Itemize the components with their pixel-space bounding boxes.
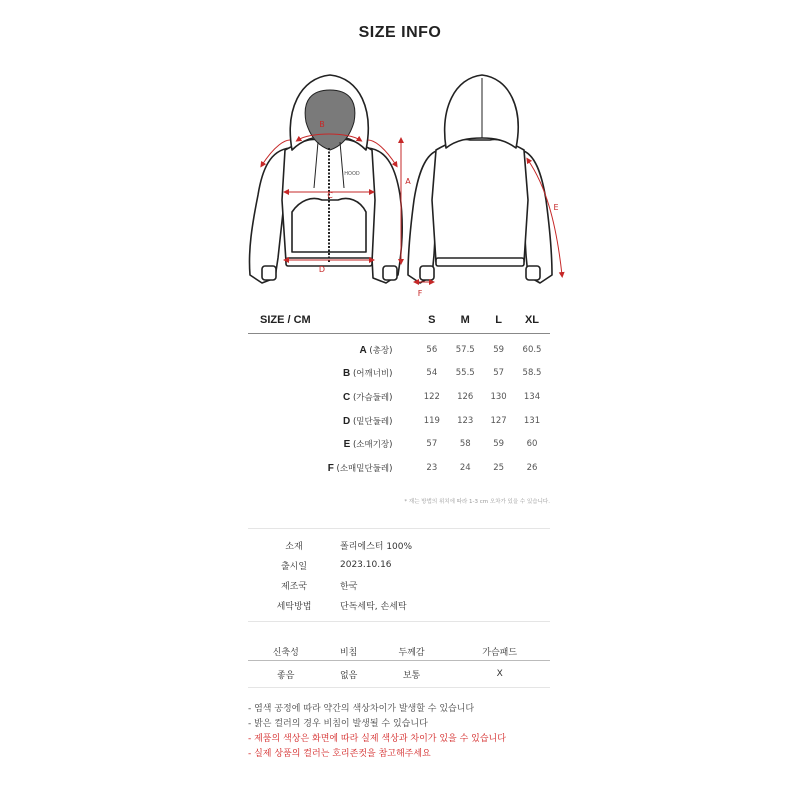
cell: 126 <box>457 391 474 402</box>
cell: 25 <box>493 462 505 473</box>
cell: 58.5 <box>522 368 542 379</box>
spec-key: 소재 <box>285 541 303 552</box>
note-item: - 밝은 컬러의 경우 비침이 발생될 수 있습니다 <box>248 719 428 729</box>
cell: 58 <box>459 439 471 450</box>
header-s: S <box>416 307 447 334</box>
cell: 130 <box>490 391 507 402</box>
feel-value-stretch: 좋음 <box>248 661 324 688</box>
cell: 56 <box>426 344 438 355</box>
feel-header-stretch: 신축성 <box>272 647 299 658</box>
page-title: SIZE INFO <box>358 24 442 41</box>
size-table-header <box>248 307 550 334</box>
spec-row-washing <box>248 595 550 615</box>
row-label: B (어깨너비) <box>343 368 393 380</box>
feel-header-thickness: 두께감 <box>398 647 425 658</box>
cell: 59 <box>493 439 505 450</box>
note-item-warning: - 제품의 색상은 화면에 따라 실제 색상과 차이가 있을 수 있습니다 <box>248 734 506 744</box>
table-row <box>248 409 550 433</box>
cell: 24 <box>459 462 471 473</box>
row-label: A (총장) <box>359 344 393 356</box>
label-a: A <box>405 177 411 186</box>
header-m: M <box>447 307 483 334</box>
header-xl: XL <box>514 307 550 334</box>
feel-value-sheerness: 없음 <box>324 661 374 688</box>
note-item-warning: - 실제 상품의 컬러는 호리존컷을 참고해주세요 <box>248 749 431 759</box>
back-hoodie-outline <box>408 75 552 283</box>
spec-value: 한국 <box>340 581 358 592</box>
cell: 131 <box>523 415 541 426</box>
cell: 57.5 <box>455 344 475 355</box>
spec-row-origin <box>248 575 550 595</box>
size-table <box>248 307 550 480</box>
label-e: E <box>553 203 559 212</box>
spec-row-material <box>248 535 550 555</box>
cell: 26 <box>526 462 538 473</box>
label-c: C <box>327 191 333 200</box>
cell: 123 <box>457 415 474 426</box>
cell: 23 <box>426 462 438 473</box>
feel-header-chest-pad: 가슴패드 <box>482 647 518 658</box>
hoodie-measurement-diagram <box>230 60 570 305</box>
spec-value: 단독세탁, 손세탁 <box>340 601 407 612</box>
label-d: D <box>318 265 326 274</box>
cell: 57 <box>493 368 505 379</box>
cell: 54 <box>426 368 438 379</box>
fabric-feel-table <box>248 642 550 688</box>
feel-header-sheerness: 비침 <box>339 647 358 658</box>
note-item: - 염색 공정에 따라 약간의 색상차이가 발생할 수 있습니다 <box>248 704 475 714</box>
spec-row-release-date <box>248 555 550 575</box>
measurement-tolerance-note: * 재는 방법의 위치에 따라 1-3 cm 오차가 있을 수 있습니다. <box>404 499 550 505</box>
product-spec-table <box>248 528 550 622</box>
product-notes <box>248 702 568 762</box>
table-row <box>248 385 550 409</box>
cell: 55.5 <box>455 368 475 379</box>
cell: 60.5 <box>522 344 542 355</box>
cell: 122 <box>423 391 440 402</box>
row-label: C (가슴둘레) <box>343 391 393 403</box>
header-size-cm: SIZE / CM <box>248 307 416 334</box>
cell: 59 <box>493 344 505 355</box>
label-f: F <box>417 289 423 298</box>
row-label: D (밑단둘레) <box>343 415 393 427</box>
header-l: L <box>483 307 514 334</box>
spec-value: 폴리에스터 100% <box>340 541 413 552</box>
feel-header-row <box>248 642 550 661</box>
spec-key: 세탁방법 <box>276 601 312 612</box>
feel-value-chest-pad: X <box>449 661 550 688</box>
cell: 127 <box>490 415 507 426</box>
feel-value-row <box>248 661 550 688</box>
cell: 119 <box>423 415 440 426</box>
cell: 134 <box>523 391 541 402</box>
table-row <box>248 432 550 456</box>
spec-key: 제조국 <box>280 581 308 592</box>
front-logo: HOOD <box>344 171 360 177</box>
cell: 57 <box>426 439 438 450</box>
spec-value: 2023.10.16 <box>340 560 392 570</box>
row-label: E (소매기장) <box>343 439 393 451</box>
table-row <box>248 362 550 386</box>
label-b: B <box>319 120 325 129</box>
feel-value-thickness: 보통 <box>374 661 450 688</box>
table-row <box>248 334 550 362</box>
row-label: F (소매밑단둘레) <box>327 462 393 474</box>
spec-key: 출시일 <box>280 561 308 572</box>
cell: 60 <box>526 439 538 450</box>
table-row <box>248 456 550 480</box>
